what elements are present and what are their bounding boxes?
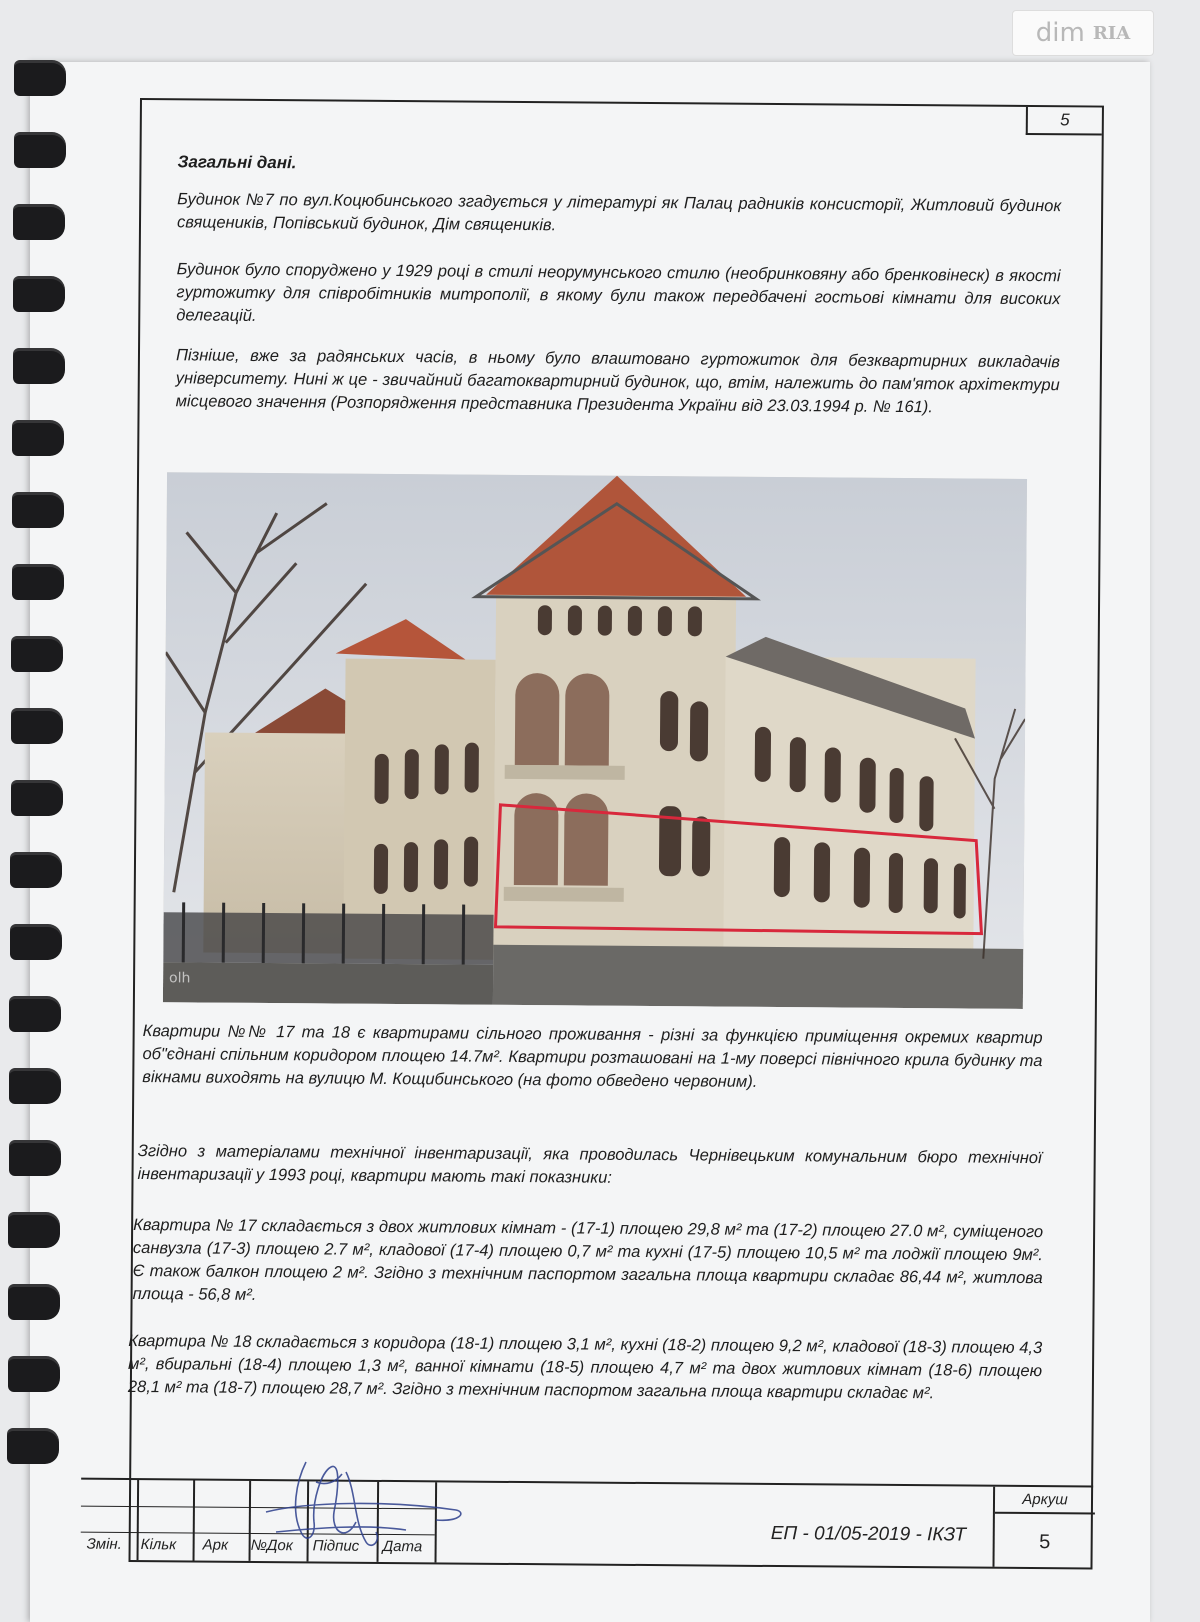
stamp-header-doc: №Док bbox=[251, 1537, 293, 1554]
binding-ring bbox=[13, 348, 65, 384]
stamp-header-sheet: Арк bbox=[203, 1537, 229, 1554]
binding-ring bbox=[7, 1428, 59, 1464]
binding-ring bbox=[14, 132, 66, 168]
binding-ring bbox=[12, 492, 64, 528]
section-heading: Загальні дані. bbox=[177, 150, 1061, 180]
paragraph-5: Згідно з матеріалами технічної інвентаризації, яка проводилась Чернівецьким комунальним бюро технічної інвентаризації у 1993 році, квартири мають такі показники: bbox=[137, 1140, 1041, 1193]
binding-ring bbox=[9, 996, 61, 1032]
stamp-header-date: Дата bbox=[383, 1538, 423, 1555]
page-number-top: 5 bbox=[1026, 107, 1102, 136]
binding-ring bbox=[13, 276, 65, 312]
stamp-header-changes: Змін. bbox=[87, 1536, 122, 1553]
drawing-frame bbox=[129, 98, 1104, 1570]
binding-ring bbox=[14, 60, 66, 96]
binding-ring bbox=[10, 852, 62, 888]
watermark-ria: RIA bbox=[1093, 23, 1130, 44]
binding-ring bbox=[8, 1284, 60, 1320]
stamp-header-signature: Підпис bbox=[313, 1537, 360, 1554]
binding-ring bbox=[10, 924, 62, 960]
binding-ring bbox=[11, 708, 63, 744]
binding-ring bbox=[11, 780, 63, 816]
sheet-box bbox=[992, 1487, 1095, 1568]
spiral-binding bbox=[0, 60, 75, 1600]
site-watermark bbox=[1012, 10, 1154, 56]
binding-ring bbox=[12, 420, 64, 456]
building-photo bbox=[163, 472, 1027, 1009]
paragraph-2: Будинок було споруджено у 1929 році в стилі неорумунського стилю (необринковяну або бренковінеск) в якості гуртожитку для співробітників митрополії, в якому були також передбачені гостьові кімнати для високих делегацій. bbox=[176, 258, 1061, 334]
binding-ring bbox=[9, 1068, 61, 1104]
signature-scribble bbox=[246, 1452, 476, 1562]
paragraph-6: Квартира № 17 складається з двох житлових кімнат - (17-1) площею 29,8 м² та (17-2) площею 27.0 м², суміщеного санвузла (17-3) площею 2.7 м², кладової (17-4) площею 0,7 м² та кухні (17-5) площею 10,5 м² та лоджії площею 9м². Є також балкон площею 2 м². Згідно з технічним паспортом загальна площа квартири складає 86,44 м², житлова площа - 56,8 м². bbox=[133, 1214, 1044, 1313]
watermark-dim: dim bbox=[1036, 18, 1085, 48]
paragraph-7: Квартира № 18 складається з коридора (18-1) площею 3,1 м², кухні (18-2) площею 9,2 м², кладової (18-3) площею 4,3 м², вбиральні (18-4) площею 1,3 м², ванної кімнати (18-5) площею 4,7 м² та двох житлових кімнат (18-6) площею 28,1 м² та (18-7) площею 28,7 м². Згідно з технічним паспортом загальна площа квартири складає м². bbox=[128, 1330, 1043, 1406]
binding-ring bbox=[12, 564, 64, 600]
photo-watermark: olh bbox=[169, 970, 190, 986]
stamp-header-count: Кільк bbox=[141, 1536, 177, 1553]
paragraph-1: Будинок №7 по вул.Коцюбинського згадується у літературі як Палац радників консисторії, Житловий будинок священиків, Попівський будинок, Дім священиків. bbox=[177, 188, 1061, 241]
binding-ring bbox=[13, 204, 65, 240]
binding-ring bbox=[9, 1140, 61, 1176]
sheet-label: Аркуш bbox=[995, 1491, 1095, 1515]
paragraph-4: Квартири №№ 17 та 18 є квартирами сільного проживання - різні за функцією приміщення окремих квартир об"єднані спільним коридором площею 14.7м². Квартири розташовані на 1-му поверсі північного крила будинку та вікнами виходять на вулицю М. Кощибинського (на фото обведено червоним). bbox=[142, 1020, 1043, 1096]
binding-ring bbox=[8, 1212, 60, 1248]
title-block bbox=[81, 1478, 1094, 1570]
binding-ring bbox=[11, 636, 63, 672]
sheet-number: 5 bbox=[995, 1531, 1095, 1555]
paragraph-3: Пізніше, вже за радянських часів, в ньому було влаштовано гуртожиток для безквартирних викладачів університету. Нині ж це - звичайний багатоквартирний будинок, що, втім, належить до пам'яток архітектури місцевого значення (Розпорядження представника Президента України від 23.03.1994 р. № 161). bbox=[176, 344, 1061, 420]
document-code: ЕП - 01/05-2019 - ІКЗТ bbox=[771, 1523, 966, 1547]
binding-ring bbox=[8, 1356, 60, 1392]
